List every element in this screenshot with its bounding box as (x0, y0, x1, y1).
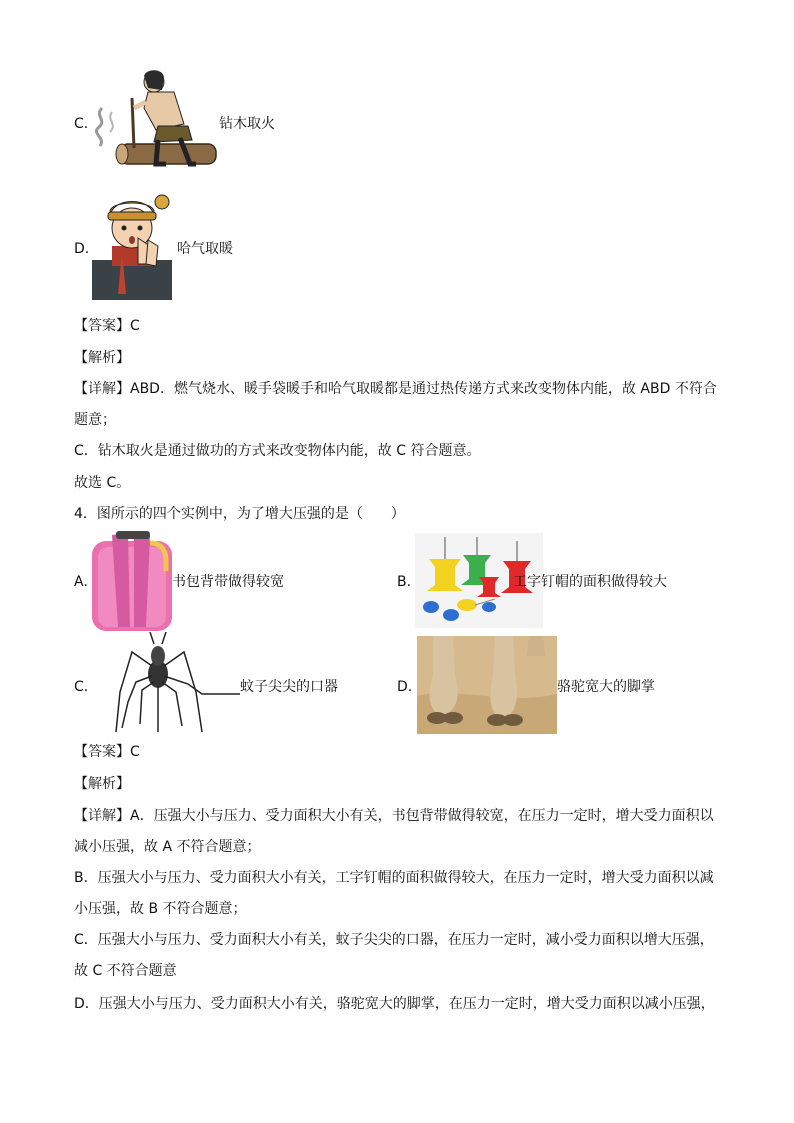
camel-feet-image (417, 636, 557, 734)
q4-detail-line: 【详解】A．压强大小与压力、受力面积大小有关，书包背带做得较宽，在压力一定时，增大受力面积以 (74, 808, 714, 824)
q4-question: 4．图所示的四个实例中，为了增大压强的是（ ） (74, 506, 405, 522)
q3-choose: 故选 C。 (74, 475, 131, 491)
q4-analysis-heading: 【解析】 (74, 776, 130, 792)
q3-analysis-heading: 【解析】 (74, 350, 130, 366)
q4-detail-line: B．压强大小与压力、受力面积大小有关，工字钉帽的面积做得较大，在压力一定时，增大受力面积以减 (74, 870, 714, 886)
q4-detail-line: D．压强大小与压力、受力面积大小有关，骆驼宽大的脚掌，在压力一定时，增大受力面积以减小压强， (74, 996, 715, 1012)
option-d-caption: 哈气取暖 (177, 241, 233, 257)
q4-detail-line: C．压强大小与压力、受力面积大小有关，蚊子尖尖的口器，在压力一定时，减小受力面积以增大压强， (74, 932, 714, 948)
q4-option-b-letter: B. (397, 574, 412, 590)
q3-answer: 【答案】C (74, 318, 140, 334)
backpack-image (92, 531, 172, 631)
q4-answer: 【答案】C (74, 744, 140, 760)
q4-option-d-caption: 骆驼宽大的脚掌 (557, 679, 655, 695)
q3-detail-line: 【详解】ABD．燃气烧水、暖手袋暖手和哈气取暖都是通过热传递方式来改变物体内能，故 ABD 不符合 (74, 381, 717, 397)
boy-blowing-hands-image (92, 190, 172, 300)
q4-option-a-caption: 书包背带做得较宽 (172, 574, 284, 590)
option-c-caption: 钻木取火 (219, 116, 275, 132)
q4-option-c-letter: C. (74, 679, 89, 695)
drilling-wood-fire-image (92, 68, 218, 178)
q4-detail-line: 故 C 不符合题意 (74, 963, 177, 979)
q4-option-b-caption: 工字钉帽的面积做得较大 (513, 574, 667, 590)
option-c-letter: C. (74, 116, 89, 132)
q4-detail-line: 减小压强，故 A 不符合题意； (74, 839, 261, 855)
option-d-letter: D. (74, 241, 90, 257)
q4-option-d-letter: D. (397, 679, 413, 695)
mosquito-image (92, 632, 240, 736)
q4-detail-line: 小压强，故 B 不符合题意； (74, 901, 247, 917)
q4-option-a-letter: A. (74, 574, 88, 590)
q3-detail-line: 题意； (74, 412, 116, 428)
q4-option-c-caption: 蚊子尖尖的口器 (240, 679, 338, 695)
q3-detail-line: C．钻木取火是通过做功的方式来改变物体内能，故 C 符合题意。 (74, 443, 481, 459)
